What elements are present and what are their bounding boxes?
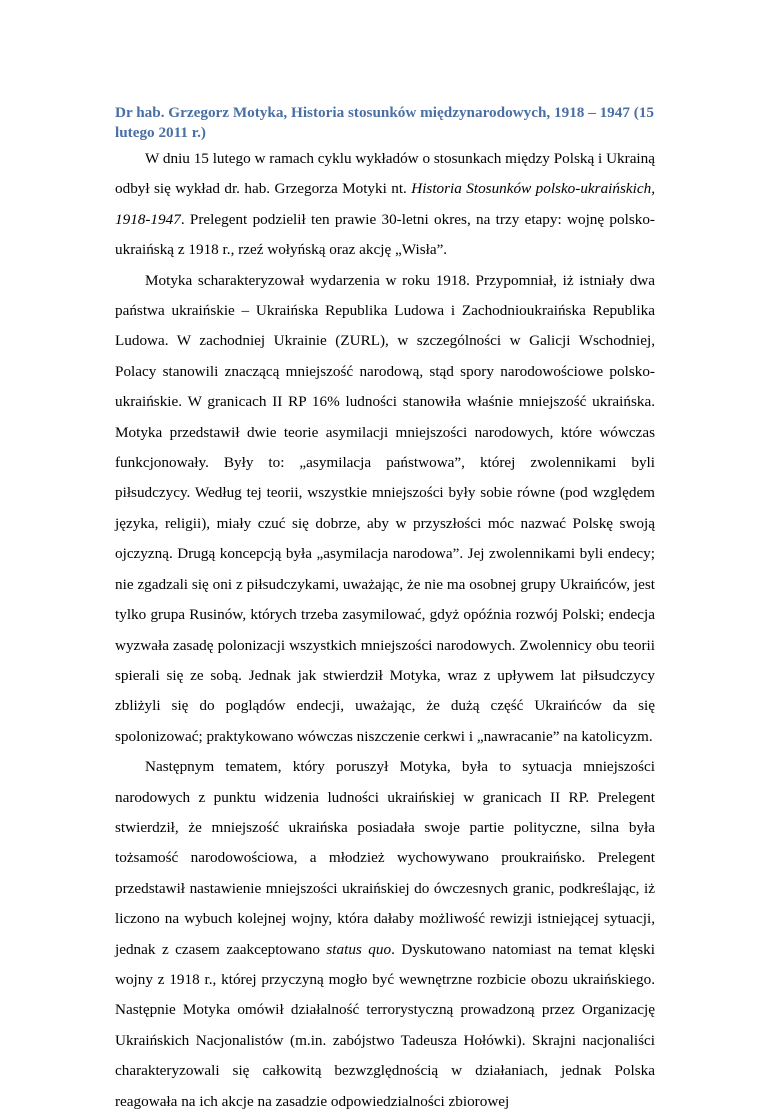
document-title: Dr hab. Grzegorz Motyka, Historia stosunków międzynarodowych, 1918 – 1947 (15 lutego 2011 r.) xyxy=(115,104,655,141)
paragraph-1-lecture-title: Historia Stosunków polsko-ukraińskich, 1918-1947 xyxy=(115,180,655,228)
document-page xyxy=(115,103,655,1117)
paragraph-1-text-2: . Prelegent podzielił ten prawie 30-letni okres, na trzy etapy: wojnę polsko-ukraińską z 1918 r., rzeź wołyńską oraz akcję „Wisła”. xyxy=(115,210,655,259)
paragraph-3-text-1: Następnym tematem, który poruszył Motyka, była to sytuacja mniejszości narodowych z punktu widzenia ludności ukraińskiej w granicach II RP. Prelegent stwierdził, że mniejszość ukraińska posiadała swoje partie polityczne, silna była tożsamość narodowościowa, a młodzież wychowywano proukraińsko. Prelegent przedstawił nastawienie mniejszości ukraińskiej do ówczesnych granic, podkreślając, iż liczono na wybuch kolejnej wojny, która dałaby możliwość rewizji istniejącej sytuacji, jednak z czasem zaakceptowano xyxy=(115,758,655,958)
paragraph-3 xyxy=(115,752,655,1117)
paragraph-1 xyxy=(115,144,655,266)
paragraph-1-text-1: W dniu 15 lutego w ramach cyklu wykładów o stosunkach między Polską i Ukrainą odbył się wykład dr. hab. Grzegorza Motyki nt. xyxy=(115,150,655,198)
paragraph-3-text-2: . Dyskutowano natomiast na temat klęski wojny z 1918 r., której przyczyną mogło być wewnętrzne rozbicie obozu ukraińskiego. Następnie Motyka omówił działalność terrorystyczną prowadzoną przez Organizację Ukraińskich Nacjonalistów (m.in. zabójstwo Tadeusza Hołówki). Skrajni nacjonaliści charakteryzowali się całkowitą bezwzględnością w działaniach, jednak Polska reagowała na ich akcje na zasadzie odpowiedzialności zbiorowej xyxy=(115,940,655,1110)
paragraph-2 xyxy=(115,266,655,753)
paragraph-3-status-quo: status quo xyxy=(326,940,392,958)
paragraph-2-text: Motyka scharakteryzował wydarzenia w roku 1918. Przypomniał, iż istniały dwa państwa ukraińskie – Ukraińska Republika Ludowa i Zachodnioukraińska Republika Ludowa. W zachodniej Ukrainie (ZURL), w szczególności w Galicji Wschodniej, Polacy stanowili znaczącą mniejszość narodową, stąd spory narodowościowe polsko-ukraińskie. W granicach II RP 16% ludności stanowiła właśnie mniejszość ukraińska. Motyka przedstawił dwie teorie asymilacji mniejszości narodowych, które wówczas funkcjonowały. Były to: „asymilacja państwowa”, której zwolennikami byli piłsudczycy. Według tej teorii, wszystkie mniejszości były sobie równe (pod względem języka, religii), miały czuć się dobrze, aby w przyszłości móc nazwać Polskę swoją ojczyzną. Drugą koncepcją była „asymilacja narodowa”. Jej zwolennikami byli endecy; nie zgadzali się oni z piłsudczykami, uważając, że nie ma osobnej grupy Ukraińców, jest tylko grupa Rusinów, których trzeba zasymilować, gdyż opóźnia rozwój Polski; endecja wyzwała zasadę polonizacji wszystkich mniejszości narodowych. Zwolennicy obu teorii spierali się ze sobą. Jednak jak stwierdził Motyka, wraz z upływem lat piłsudczycy zbliżyli się do poglądów endecji, uważając, że dużą część Ukraińców da się spolonizować; praktykowano wówczas niszczenie cerkwi i „nawracanie” na katolicyzm. xyxy=(115,271,655,745)
